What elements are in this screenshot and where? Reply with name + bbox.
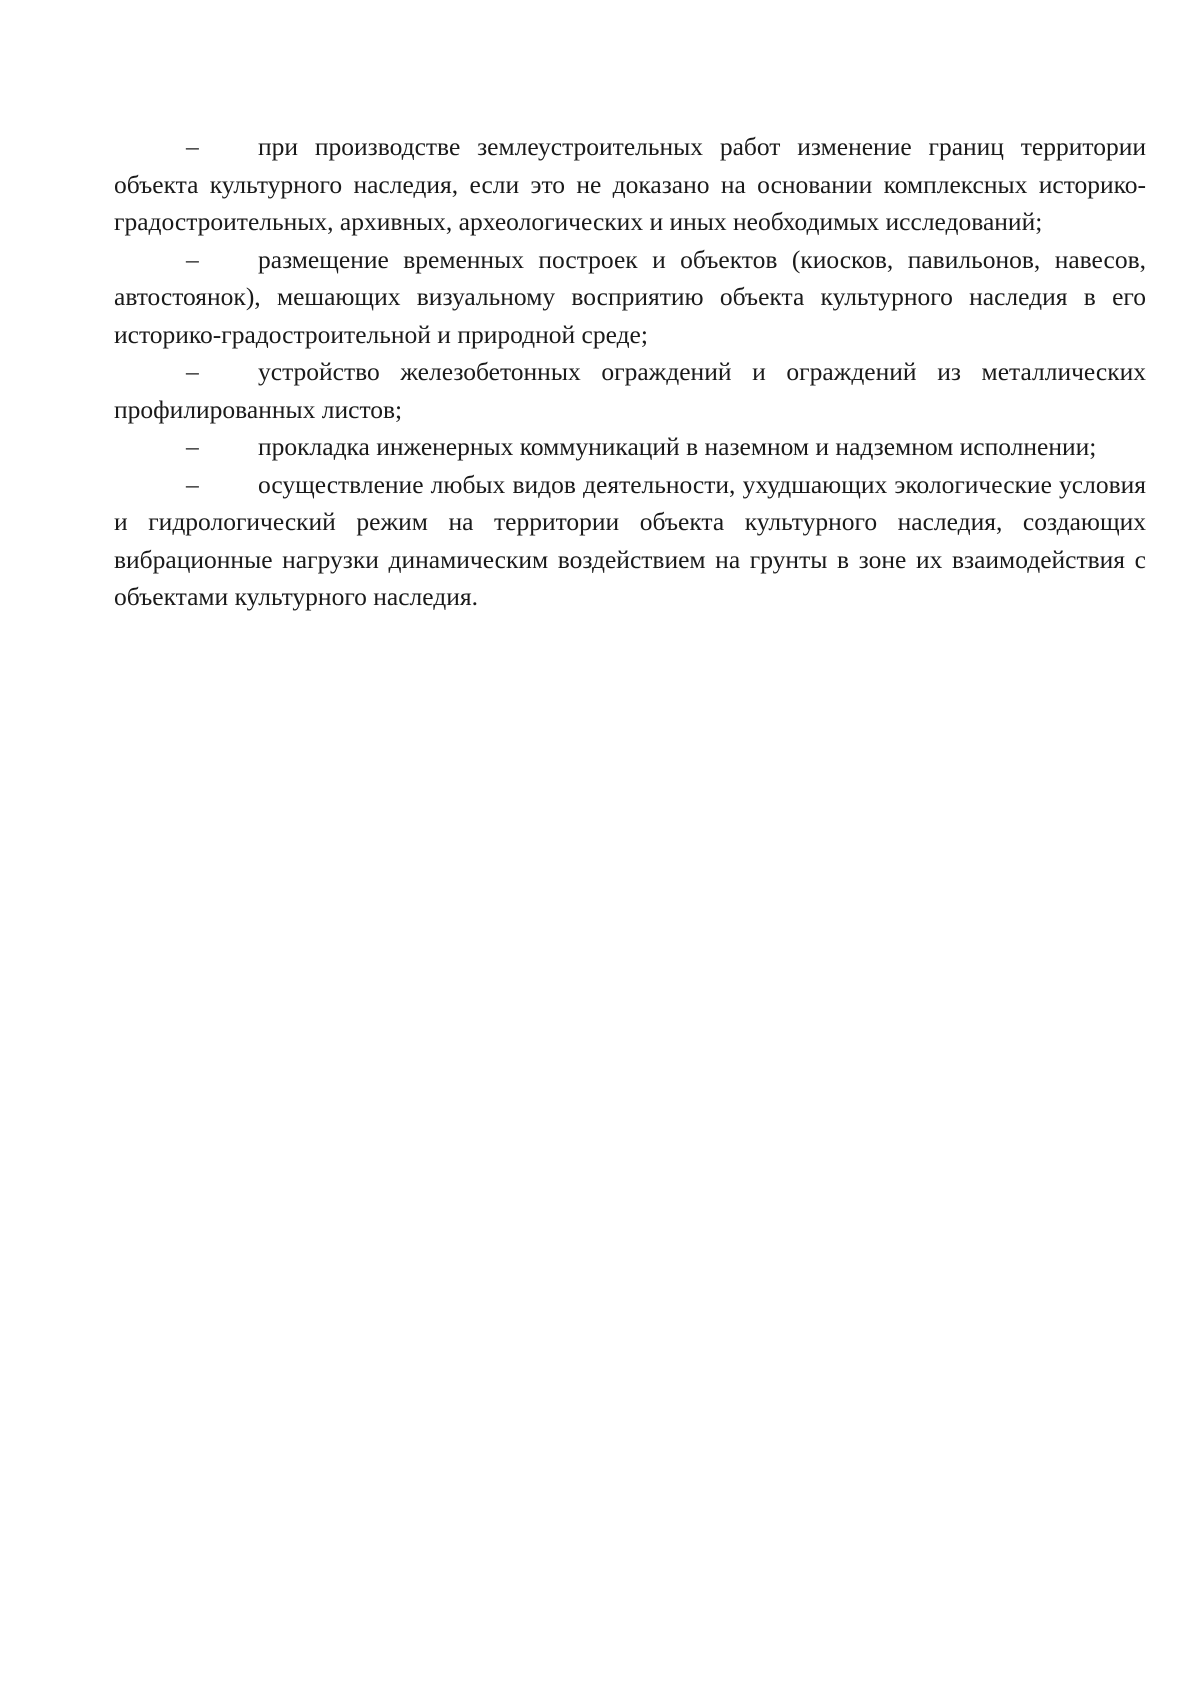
list-item-text: при производстве землеустроительных работ изменение границ территории объекта культурного наследия, если это не доказано на основании комплексных историко-градостроительных, архивных, археологических и иных необходимых исследований; — [114, 132, 1146, 236]
list-dash-marker: – — [186, 432, 199, 461]
document-body — [114, 128, 1146, 616]
list-dash-marker: – — [186, 244, 199, 274]
list-item — [114, 353, 1146, 428]
list-dash-marker: – — [186, 469, 199, 499]
list-item-text: устройство железобетонных ограждений и ограждений из металлических профилированных листов; — [114, 357, 1146, 424]
list-item-text: размещение временных построек и объектов (киосков, павильонов, навесов, автостоянок), мешающих визуальному восприятию объекта культурного наследия в его историко-градостроительной и природной среде; — [114, 244, 1146, 349]
list-dash-marker: – — [186, 132, 199, 161]
list-item — [114, 428, 1146, 466]
list-item — [114, 241, 1146, 354]
list-item — [114, 466, 1146, 616]
list-item-text: прокладка инженерных коммуникаций в наземном и надземном исполнении; — [258, 432, 1097, 461]
list-item-text: осуществление любых видов деятельности, ухудшающих экологические условия и гидрологический режим на территории объекта культурного наследия, создающих вибрационные нагрузки динамическим воздействием на грунты в зоне их взаимодействия с объектами культурного наследия. — [114, 469, 1146, 611]
list-item — [114, 128, 1146, 241]
list-dash-marker: – — [186, 357, 199, 386]
